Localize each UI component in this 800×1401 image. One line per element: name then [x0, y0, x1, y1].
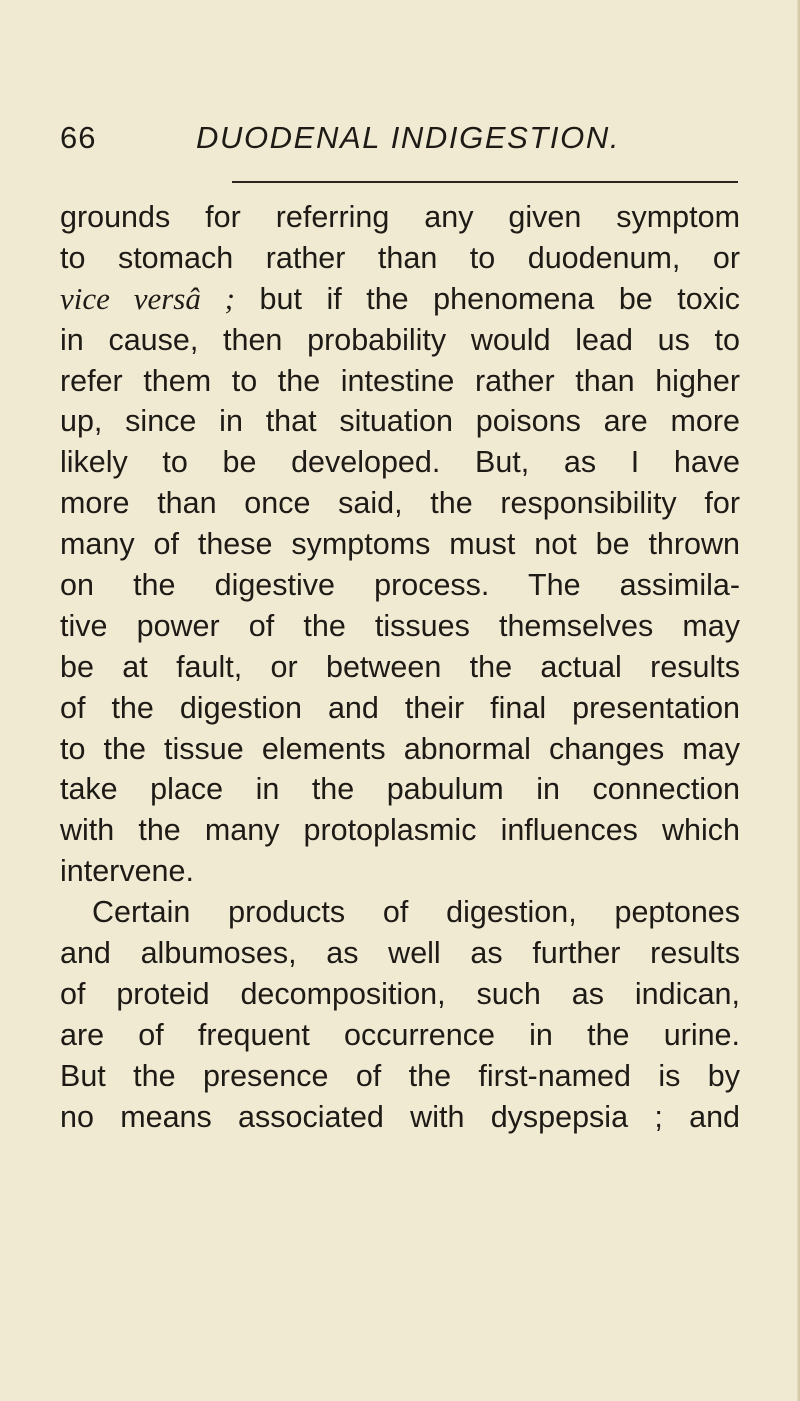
text-line: no means associated with dyspepsia ; and — [60, 1099, 740, 1134]
text-line: likely to be developed. But, as I have — [60, 445, 740, 480]
text-line: tive power of the tissues themselves may — [60, 608, 740, 643]
text-line: grounds for referring any given symptom — [60, 200, 740, 234]
paragraph-1 — [60, 197, 740, 892]
text-line: intervene. — [60, 854, 194, 889]
text-line: and albumoses, as well as further results — [60, 936, 740, 971]
text-line: refer them to the intestine rather than higher — [60, 363, 740, 398]
text-line: in cause, then probability would lead us to — [60, 322, 740, 357]
text-line: But the presence of the first-named is by — [60, 1058, 740, 1093]
text-line: on the digestive process. The assimila- — [60, 568, 740, 603]
text-line: take place in the pabulum in connection — [60, 772, 740, 807]
header-rule — [232, 181, 738, 183]
text-line: many of these symptoms must not be thrown — [60, 527, 740, 562]
text-line: up, since in that situation poisons are more — [60, 404, 740, 439]
text-line: are of frequent occurrence in the urine. — [60, 1017, 740, 1052]
text-line: Certain products of digestion, peptones — [92, 895, 740, 930]
page-number: 66 — [60, 120, 97, 155]
text-line: of the digestion and their final presentation — [60, 690, 740, 725]
text-line: with the many protoplasmic influences which — [60, 813, 740, 848]
text-line — [60, 279, 740, 320]
text-line: to the tissue elements abnormal changes may — [60, 731, 740, 766]
running-head — [60, 118, 760, 158]
text-line: to stomach rather than to duodenum, or — [60, 240, 740, 275]
running-title: DUODENAL INDIGESTION. — [196, 120, 621, 155]
paragraph-2 — [60, 892, 740, 1137]
body-text — [60, 197, 740, 1137]
text-line: be at fault, or between the actual results — [60, 649, 740, 684]
text-line: of proteid decomposition, such as indican, — [60, 976, 740, 1011]
italic-phrase: vice versâ ; — [60, 280, 235, 316]
text-line: more than once said, the responsibility for — [60, 486, 740, 521]
text-line-rest: but if the phenomena be toxic — [234, 281, 740, 316]
